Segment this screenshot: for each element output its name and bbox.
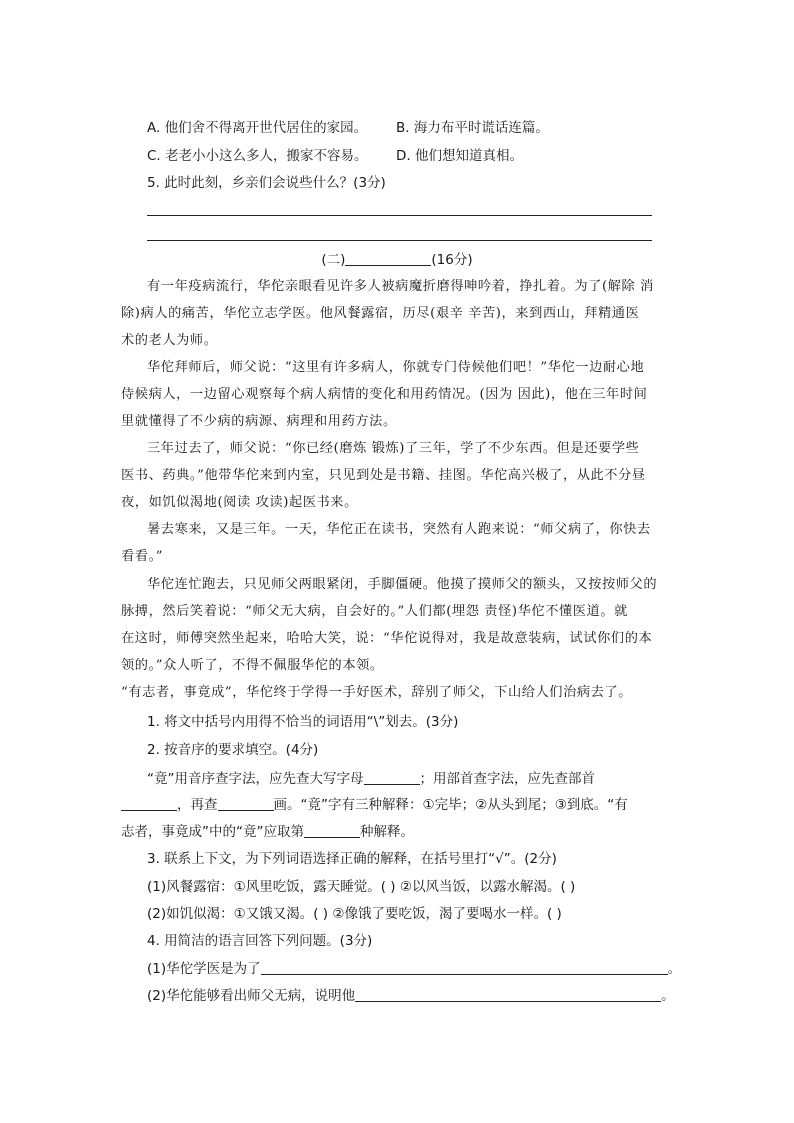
question-3-2: (2)如饥似渴：①又饿又渴。( ) ②像饿了要吃饭，渴了要喝水一样。( ) (147, 906, 562, 922)
option-d: D. 他们想知道真相。 (396, 148, 523, 164)
question-4-1 (147, 959, 681, 979)
period: 。 (667, 961, 682, 977)
q2-text: ；用部首查字法，应先查部首 (419, 771, 595, 787)
q2-text: 种解释。 (359, 824, 414, 840)
q2-blank-meaning[interactable] (304, 823, 360, 838)
option-c: C. 老老小小这么多人，搬家不容易。 (147, 148, 368, 164)
story-line: 脉搏，然后笑着说：“师父无大病，自会好的。”人们都(埋怨 责怪)华佗不懂医道。就 (121, 604, 628, 619)
q2-text: 志者，事竟成”中的“竟”应取第 (121, 824, 304, 840)
answer-line-1[interactable] (147, 215, 652, 216)
story-line: 暑去寒来，又是三年。一天，华佗正在读书，突然有人跑来说：“师父病了，你快去 (147, 522, 651, 537)
story-line: 领的。”众人听了，不得不佩服华佗的本领。 (121, 658, 384, 673)
section-title (0, 250, 794, 270)
q2-text: ，再查 (177, 797, 218, 813)
question-5: 5. 此时此刻，乡亲们会说些什么？(3分) (147, 175, 386, 191)
question-2-line-1 (147, 769, 595, 789)
section-score: (16分) (431, 252, 473, 268)
story-line: 医书、药典。”他带华佗来到内室，只见到处是书籍、挂图。华佗高兴极了，从此不分昼 (121, 468, 646, 483)
option-b: B. 海力布平时谎话连篇。 (396, 120, 549, 136)
q4-1-text: (1)华佗学医是为了 (147, 961, 261, 977)
q4-2-answer-blank[interactable] (355, 987, 661, 1002)
story-line: 侍候病人，一边留心观察每个病人病情的变化和用药情况。(因为 因此)，他在三年时间 (121, 387, 648, 402)
q4-2-text: (2)华佗能够看出师父无病，说明他 (147, 988, 356, 1004)
q2-blank-strokes[interactable] (218, 796, 274, 811)
q4-1-answer-blank[interactable] (261, 960, 668, 975)
question-2-line-2 (121, 795, 628, 815)
question-2-line-3 (121, 822, 414, 842)
story-line: 术的老人为师。 (121, 333, 218, 348)
story-line: 除)病人的痛苦，华佗立志学医。他风餐露宿，历尽(艰辛 辛苦)，来到西山，拜精通医 (121, 306, 640, 321)
story-line: 夜，如饥似渴地(阅读 攻读)起医书来。 (121, 495, 358, 510)
option-a: A. 他们舍不得离开世代居住的家园。 (147, 120, 368, 136)
q2-blank-letter[interactable] (364, 770, 420, 785)
q2-text: 画。“竟”字有三种解释：①完毕；②从头到尾；③到底。“有 (273, 797, 628, 813)
section-prefix: (二) (321, 252, 346, 268)
story-line: “有志者，事竟成”，华佗终于学得一手好医术，辞别了师父，下山给人们治病去了。 (121, 685, 633, 700)
q2-text: “竟”用音序查字法，应先查大写字母 (147, 771, 364, 787)
story-line: 在这时，师傅突然坐起来，哈哈大笑，说：“华佗说得对，我是故意装病，试试你们的本 (121, 631, 653, 646)
story-line: 华佗拜师后，师父说：“这里有许多病人，你就专门侍候他们吧！”华佗一边耐心地 (147, 360, 645, 375)
question-3: 3. 联系上下文，为下列词语选择正确的解释，在括号里打“√”。(2分) (147, 851, 557, 867)
story-line: 三年过去了，师父说：“你已经(磨炼 锻炼)了三年，学了不少东西。但是还要学些 (147, 441, 640, 456)
story-line: 有一年疫病流行，华佗亲眼看见许多人被病魔折磨得呻吟着，挣扎着。为了(解除 消 (147, 279, 654, 294)
period: 。 (661, 988, 675, 1004)
story-line: 里就懂得了不少病的病源、病理和用药方法。 (121, 414, 397, 429)
q2-blank-radical[interactable] (121, 796, 177, 811)
story-line: 看看。” (121, 549, 164, 564)
section-title-blank[interactable] (345, 251, 431, 266)
question-4-2 (147, 986, 675, 1006)
story-line: 华佗连忙跑去，只见师父两眼紧闭，手脚僵硬。他摸了摸师父的额头，又按按师父的 (147, 577, 658, 592)
answer-line-2[interactable] (147, 240, 652, 241)
question-1: 1. 将文中括号内用得不恰当的词语用“\”划去。(3分) (147, 714, 459, 730)
question-4: 4. 用简洁的语言回答下列问题。(3分) (147, 933, 373, 949)
question-3-1: (1)风餐露宿：①风里吃饭，露天睡觉。( ) ②以风当饭，以露水解渴。( ) (147, 879, 576, 895)
question-2: 2. 按音序的要求填空。(4分) (147, 742, 319, 758)
